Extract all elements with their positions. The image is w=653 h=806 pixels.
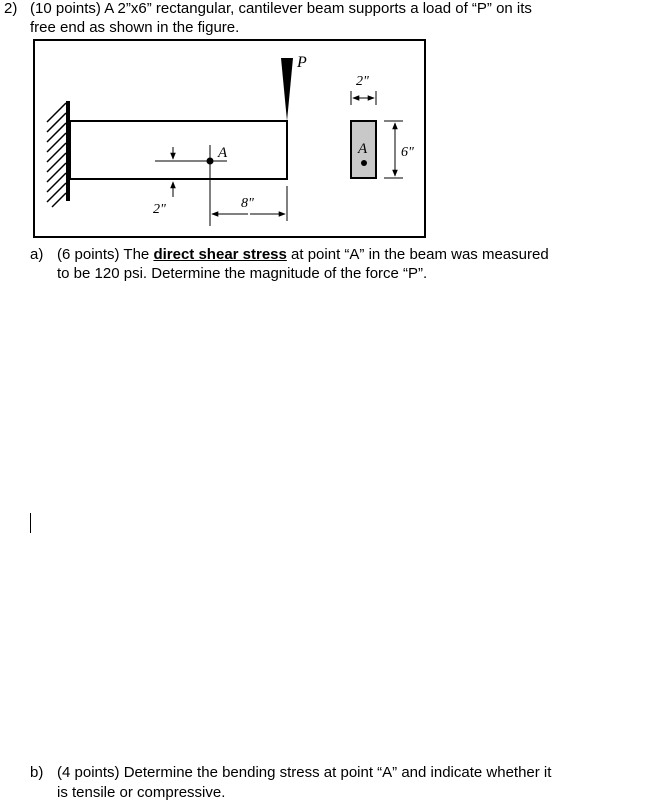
problem-statement-line1: (10 points) A 2”x6” rectangular, cantilever beam supports a load of “P” on its [30,0,532,17]
part-a-label: a) [30,246,44,263]
part-a-suffix: at point “A” in the beam was measured [286,246,549,263]
load-label: P [297,54,307,71]
fixed-wall [47,101,68,207]
text-cursor [30,513,31,533]
section-height-label: 6" [401,145,414,160]
part-a-line1 [57,246,549,264]
section-width-dimension [351,91,376,105]
figure-frame [33,39,426,238]
problem-number: 2) [4,0,18,17]
cantilever-beam [70,121,287,179]
load-arrow [281,58,293,121]
beam-figure [35,41,424,236]
part-b-label: b) [30,764,44,781]
section-point-a-label: A [358,141,368,157]
part-b-line2: is tensile or compressive. [57,784,226,801]
distance-dim-label: 8" [241,196,254,211]
section-point-a-marker [361,160,367,166]
part-a-emphasis: direct shear stress [153,246,287,263]
problem-statement-line2: free end as shown in the figure. [30,19,240,36]
part-a-prefix: (6 points) The [57,246,154,263]
point-a-label: A [218,145,228,161]
part-a-line2: to be 120 psi. Determine the magnitude of the force “P”. [57,265,428,282]
offset-dimension [160,147,179,197]
section-width-label: 2" [356,74,369,89]
offset-dim-label: 2" [153,202,166,217]
part-b-line1: (4 points) Determine the bending stress at point “A” and indicate whether it [57,764,552,781]
